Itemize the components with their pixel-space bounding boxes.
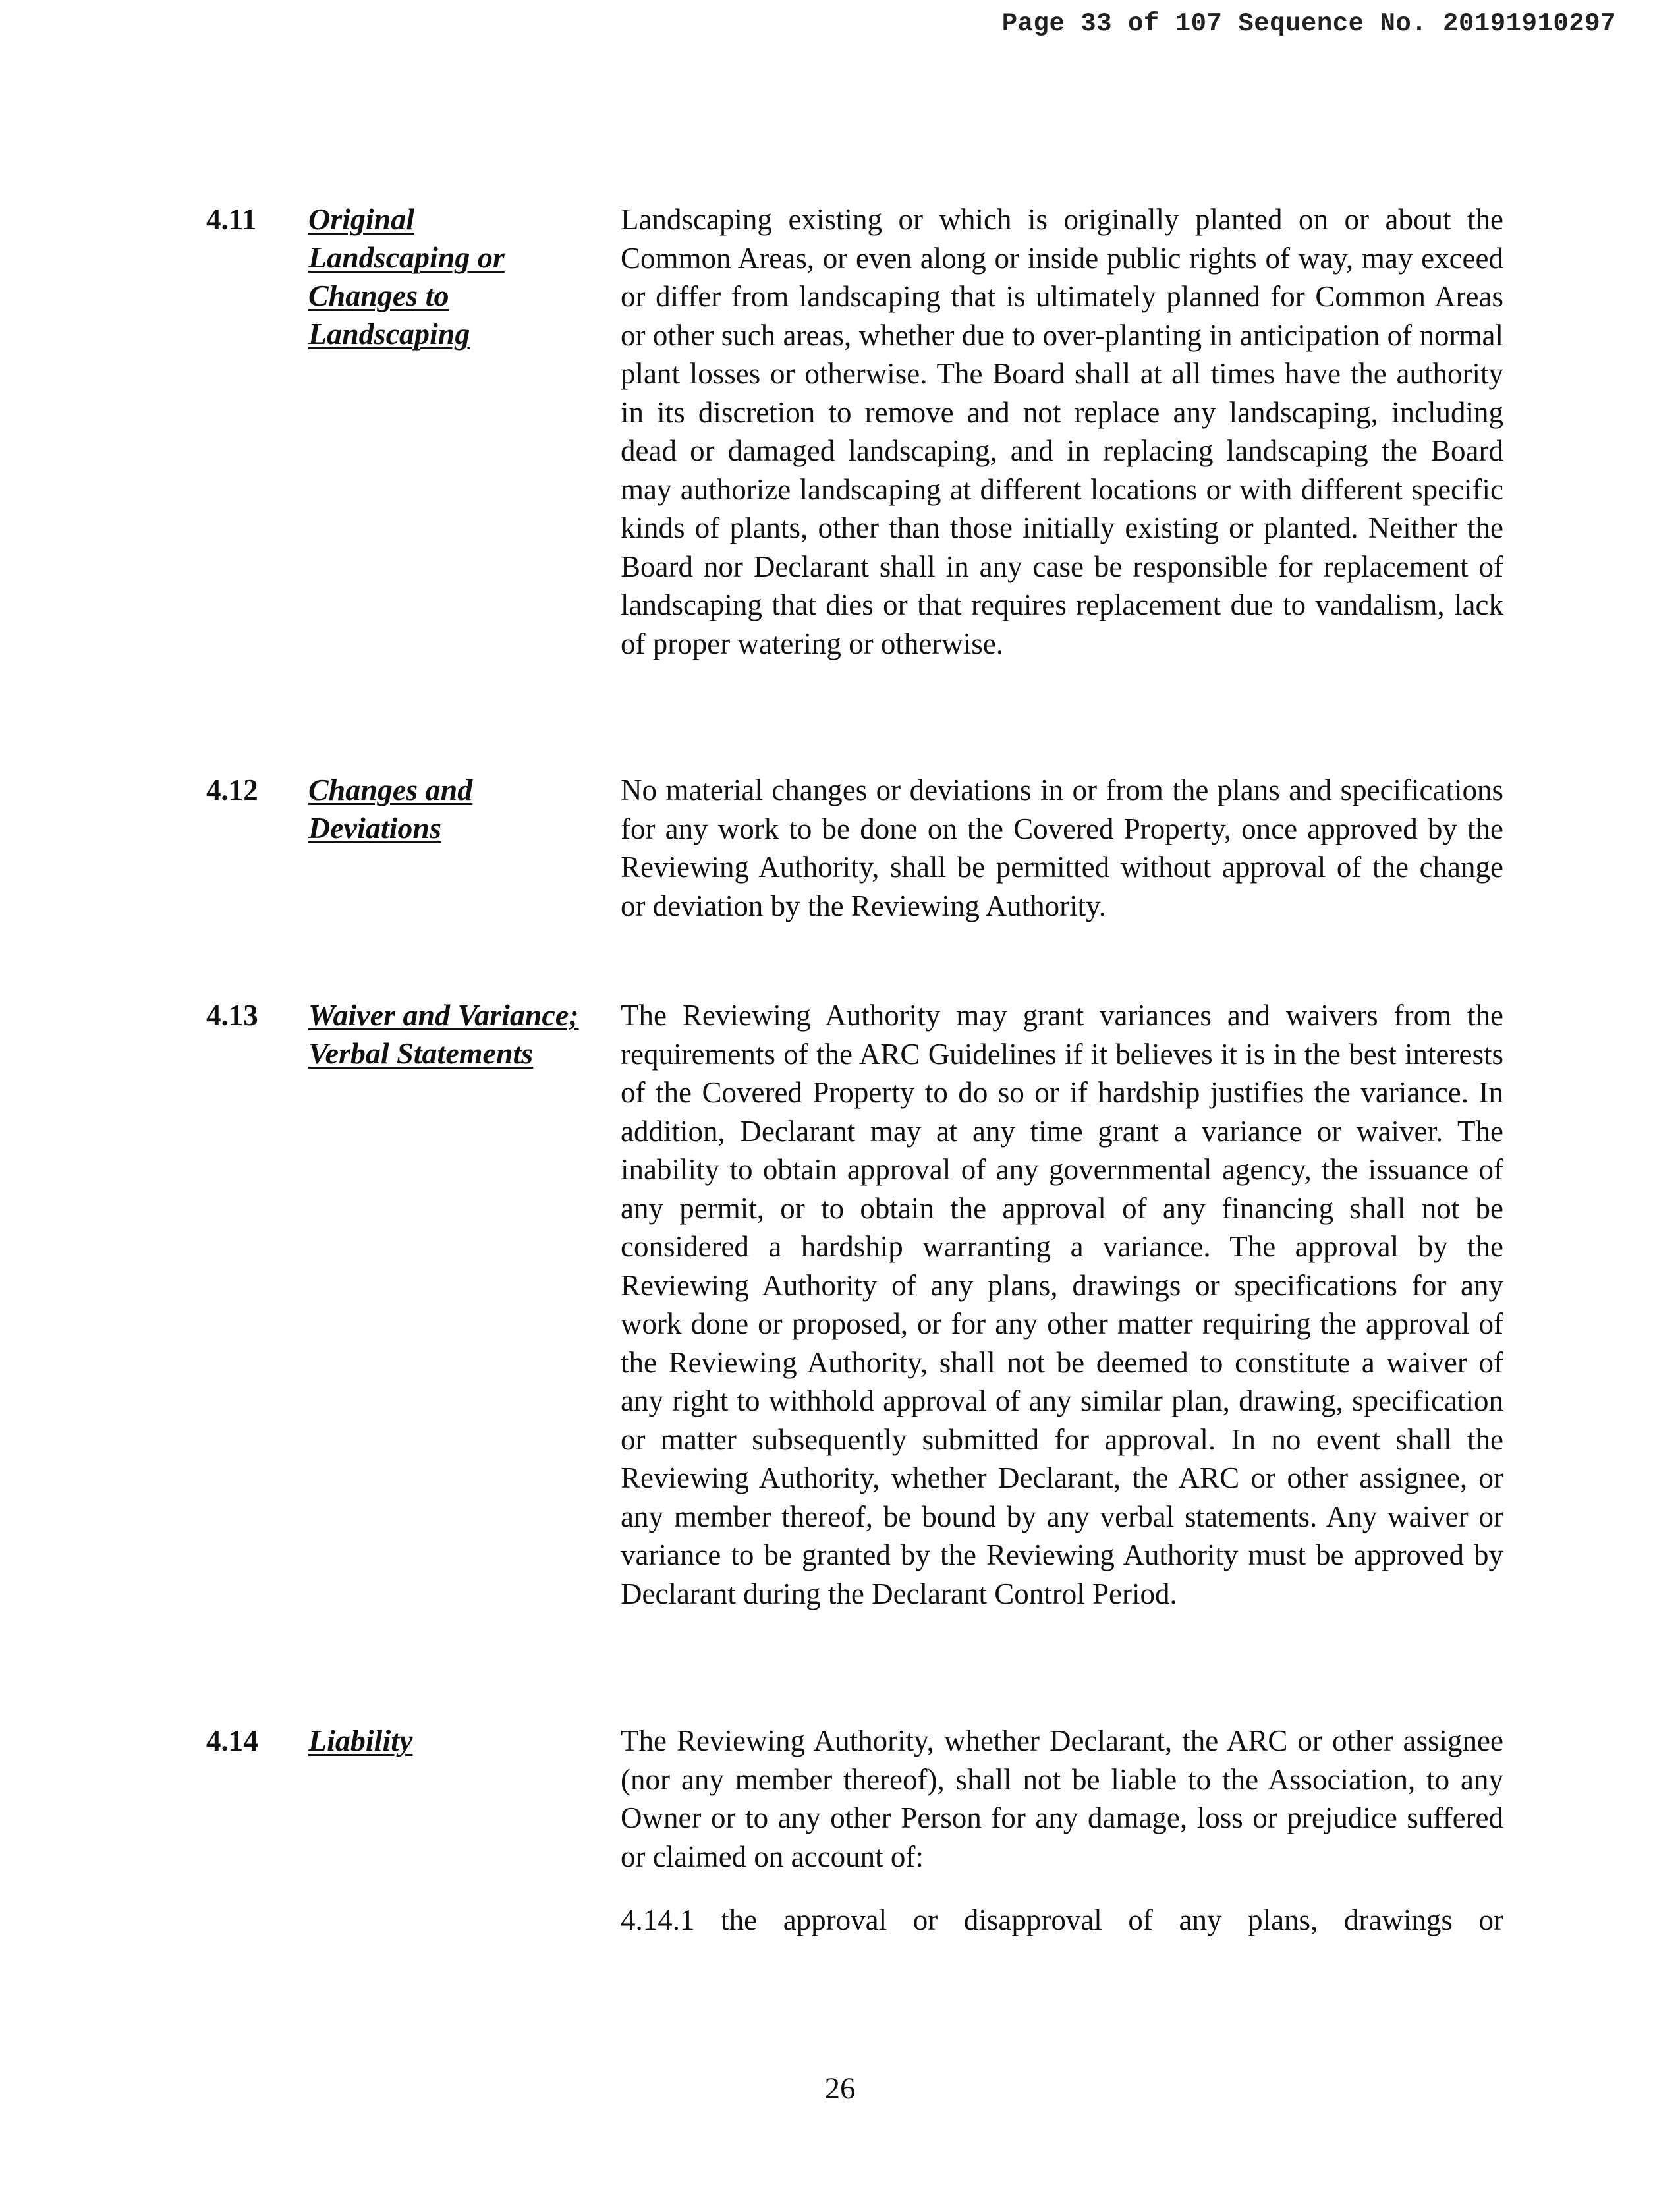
document-header: Page 33 of 107 Sequence No. 20191910297 [1001,9,1616,38]
section-body: The Reviewing Authority may grant variances and waivers from the requirements of the ARC Guidelines if it believes it is in the best interests of the Covered Property to do so or if hardship justifies the variance. In addition, Declarant may at any time grant a variance or waiver. The inability to obtain approval of any governmental agency, the issuance of any permit, or to obtain the approval of any financing shall not be considered a hardship warranting a variance. The approval by the Reviewing Authority of any plans, drawings or specifications for any work done or proposed, or for any other matter requiring the approval of the Reviewing Authority, shall not be deemed to constitute a waiver of any right to withhold approval of any similar plan, drawing, specification or matter subsequently submitted for approval. In no event shall the Reviewing Authority, whether Declarant, the ARC or other assignee, or any member thereof, be bound by any verbal statements. Any waiver or variance to be granted by the Reviewing Authority must be approved by Declarant during the Declarant Control Period. [621,999,1503,1610]
subclause-4-14-1: 4.14.1 the approval or disapproval of any plans, drawings or [621,1903,1503,1936]
section-number: 4.11 [206,203,257,236]
section-number: 4.12 [206,774,258,806]
section-body: No material changes or deviations in or from the plans and specifications for any work to be done on the Covered Property, once approved by the Reviewing Authority, shall be permitted without approval of the change or deviation by the Reviewing Authority. [621,774,1503,922]
page-number: 26 [824,2071,856,2106]
section-body: Landscaping existing or which is originally planted on or about the Common Areas, or even along or inside public rights of way, may exceed or differ from landscaping that is ultimately planned for Common Areas or other such areas, whether due to over-planting in anticipation of normal plant losses or otherwise. The Board shall at all times have the authority in its discretion to remove and not replace any landscaping, including dead or damaged landscaping, and in replacing landscaping the Board may authorize landscaping at different locations or with different specific kinds of plants, other than those initially existing or planted. Neither the Board nor Declarant shall in any case be responsible for replacement of landscaping that dies or that requires replacement due to vandalism, lack of proper watering or otherwise. [621,203,1503,660]
section-title: Original Landscaping or Changes to Landscaping [308,202,505,351]
section-title: Liability [308,1724,413,1757]
section-title: Waiver and Variance; Verbal Statements [308,998,579,1070]
section-title: Changes and Deviations [308,773,473,845]
section-body: The Reviewing Authority, whether Declarant, the ARC or other assignee (nor any member thereof), shall not be liable to the Association, to any Owner or to any other Person for any damage, loss or prejudice suffered or claimed on account of: [621,1724,1503,1873]
section-number: 4.14 [206,1724,258,1757]
section-number: 4.13 [206,999,258,1032]
